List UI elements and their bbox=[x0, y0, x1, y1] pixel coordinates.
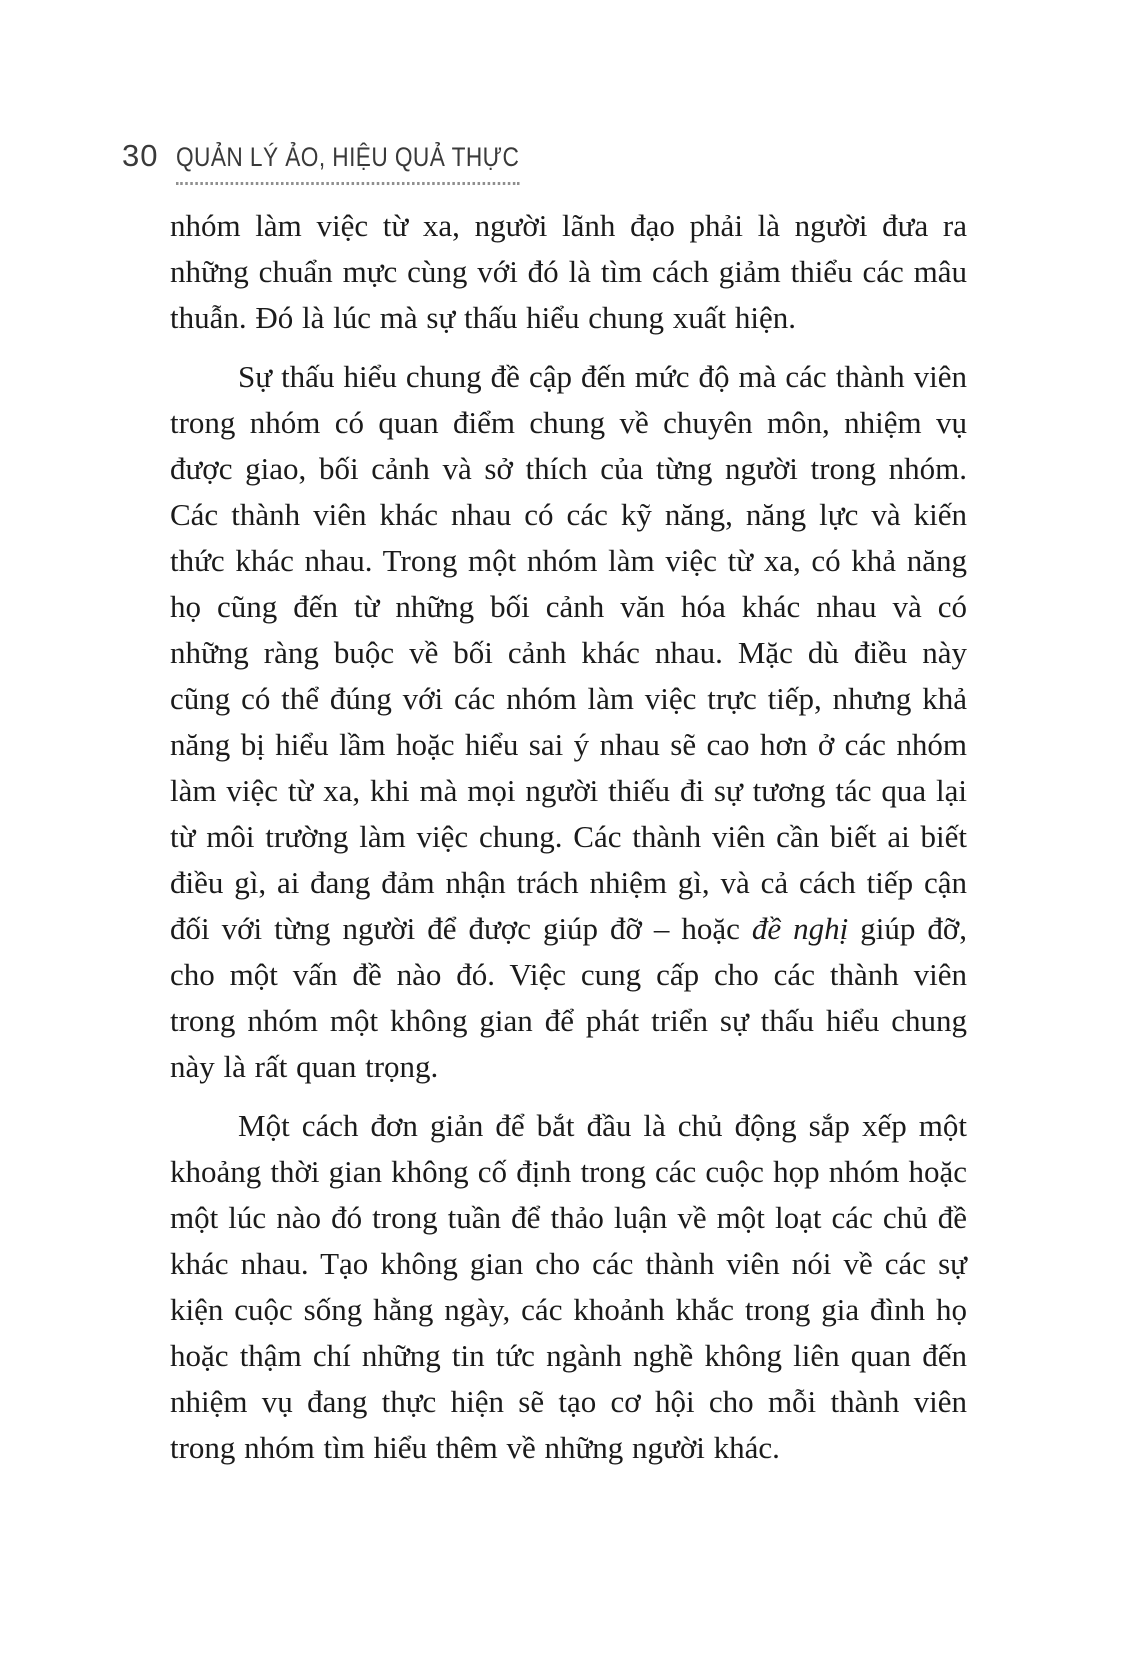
paragraph-continuation bbox=[170, 203, 967, 341]
paragraph-text: Sự thấu hiểu chung đề cập đến mức độ mà các thành viên trong nhóm có quan điểm chung về chuyên môn, nhiệm vụ được giao, bối cảnh và sở thích của từng người trong nhóm. Các thành viên khác nhau có các kỹ năng, năng lực và kiến thức khác nhau. Trong một nhóm làm việc từ xa, có khả năng họ cũng đến từ những bối cảnh văn hóa khác nhau và có những ràng buộc về bối cảnh khác nhau. Mặc dù điều này cũng có thể đúng với các nhóm làm việc trực tiếp, nhưng khả năng bị hiểu lầm hoặc hiểu sai ý nhau sẽ cao hơn ở các nhóm làm việc từ xa, khi mà mọi người thiếu đi sự tương tác qua lại từ môi trường làm việc chung. Các thành viên cần biết ai biết điều gì, ai đang đảm nhận trách nhiệm gì, và cả cách tiếp cận đối với từng người để được giúp đỡ – hoặc bbox=[170, 359, 967, 946]
page-number: 30 bbox=[122, 138, 159, 173]
paragraph-shared-understanding bbox=[170, 354, 967, 1090]
paragraph-text: Một cách đơn giản để bắt đầu là chủ động sắp xếp một khoảng thời gian không cố định trong các cuộc họp nhóm hoặc một lúc nào đó trong tuần để thảo luận về một loạt các chủ đề khác nhau. Tạo không gian cho các thành viên nói về các sự kiện cuộc sống hằng ngày, các khoảnh khắc trong gia đình họ hoặc thậm chí những tin tức ngành nghề không liên quan đến nhiệm vụ đang thực hiện sẽ tạo cơ hội cho mỗi thành viên trong nhóm tìm hiểu thêm về những người khác. bbox=[170, 1108, 967, 1465]
paragraph-text: giúp đỡ, cho một vấn đề nào đó. Việc cung cấp cho các thành viên trong nhóm một không gian để phát triển sự thấu hiểu chung này là rất quan trọng. bbox=[170, 911, 967, 1084]
running-header-title: QUẢN LÝ ẢO, HIỆU QUẢ THỰC bbox=[176, 142, 519, 185]
paragraph-simple-start bbox=[170, 1103, 967, 1471]
emphasized-phrase: đề nghị bbox=[751, 911, 849, 946]
paragraph-text: nhóm làm việc từ xa, người lãnh đạo phải là người đưa ra những chuẩn mực cùng với đó là tìm cách giảm thiểu các mâu thuẫn. Đó là lúc mà sự thấu hiểu chung xuất hiện. bbox=[170, 208, 967, 335]
running-header bbox=[122, 138, 585, 185]
page-body bbox=[170, 203, 967, 1471]
